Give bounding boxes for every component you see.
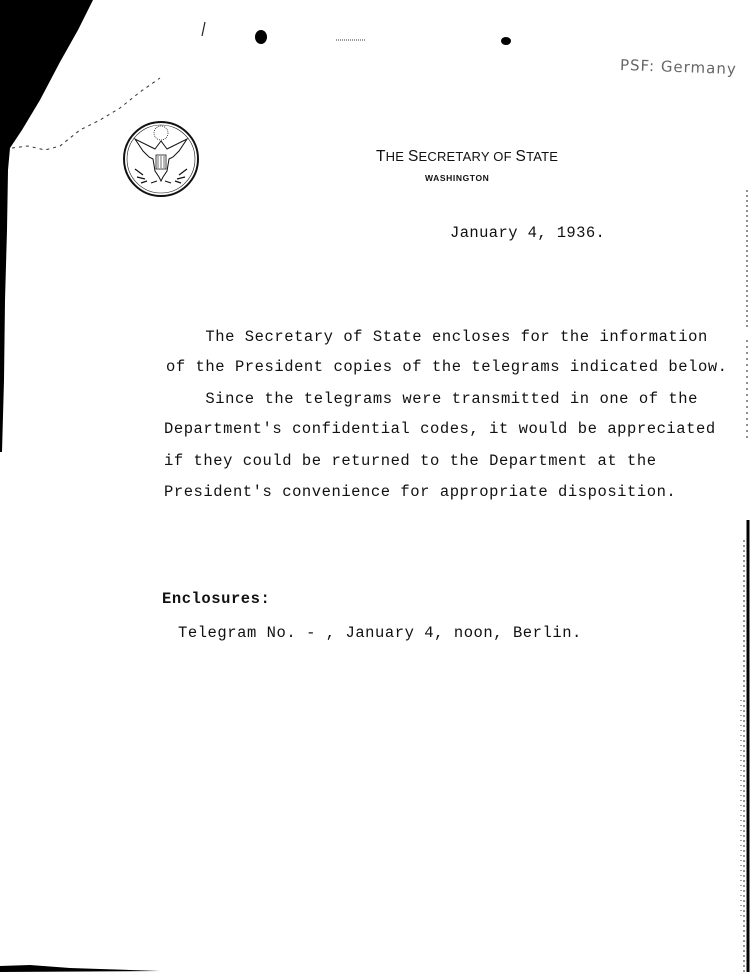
body-line: The Secretary of State encloses for the information xyxy=(166,328,708,346)
letterhead-city: WASHINGTON xyxy=(425,173,490,183)
letterhead-title-part: T xyxy=(376,148,386,165)
letterhead-title-part: ECRETARY OF xyxy=(418,149,516,164)
letterhead-title xyxy=(376,148,558,166)
letterhead-title-part: TATE xyxy=(526,149,559,164)
letterhead-title-part: HE xyxy=(385,149,408,164)
great-seal-icon xyxy=(121,119,201,199)
letterhead-title-part: S xyxy=(407,148,419,165)
body-line: if they could be returned to the Department at the xyxy=(164,452,657,470)
handwritten-annotation: PSF: Germany xyxy=(619,55,738,79)
body-line: President's convenience for appropriate disposition. xyxy=(164,483,677,501)
letter-date: January 4, 1936. xyxy=(450,224,606,242)
body-line: Department's confidential codes, it would be appreciated xyxy=(164,420,716,438)
body-line: of the President copies of the telegrams indicated below. xyxy=(166,358,728,376)
enclosure-item: Telegram No. - , January 4, noon, Berlin. xyxy=(178,624,582,642)
letterhead-title-part: S xyxy=(515,148,527,165)
body-line: Since the telegrams were transmitted in one of the xyxy=(166,390,698,408)
enclosures-label: Enclosures: xyxy=(162,590,271,608)
